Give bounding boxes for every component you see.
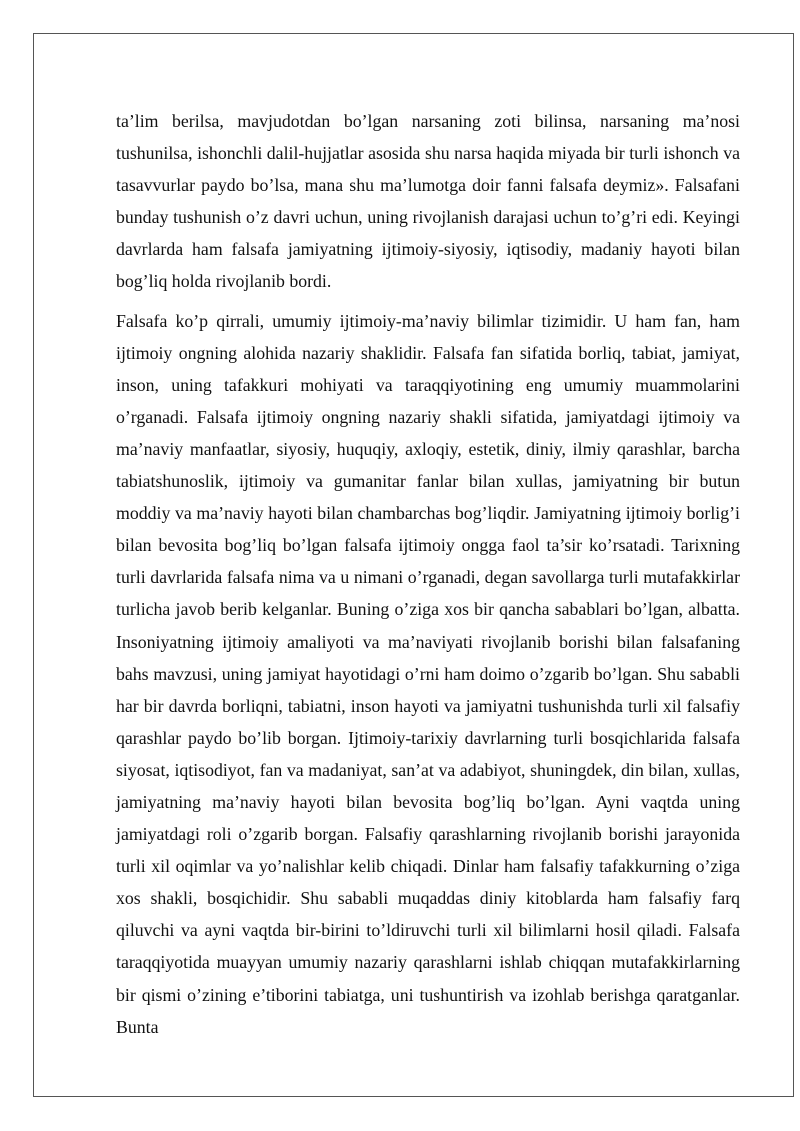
page-text-body (116, 105, 740, 1043)
document-page (33, 33, 794, 1097)
paragraph-2: Falsafa ko’p qirrali, umumiy ijtimoiy-ma’naviy bilimlar tizimidir. U ham fan, ham ijtimoiy ongning alohida nazariy shaklidir. Falsafa fan sifatida borliq, tabiat, jamiyat, inson, uning tafakkuri mohiyati va taraqqiyotining eng umumiy muammolarini o’rganadi. Falsafa ijtimoiy ongning nazariy shakli sifatida, jamiyatdagi ijtimoiy va ma’naviy manfaatlar, siyosiy, huquqiy, axloqiy, estetik, diniy, ilmiy qarashlar, barcha tabiatshunoslik, ijtimoiy va gumanitar fanlar bilan xullas, jamiyatning bir butun moddiy va ma’naviy hayoti bilan chambarchas bog’liqdir. Jamiyatning ijtimoiy borlig’i bilan bevosita bog’liq bo’lgan falsafa ijtimoiy ongga faol ta’sir ko’rsatadi. Tarixning turli davrlarida falsafa nima va u nimani o’rganadi, degan savollarga turli mutafakkirlar turlicha javob berib kelganlar. Buning o’ziga xos bir qancha sabablari bo’lgan, albatta. Insoniyatning ijtimoiy amaliyoti va ma’naviyati rivojlanib borishi bilan falsafaning bahs mavzusi, uning jamiyat hayotidagi o’rni ham doimo o’zgarib bo’lgan. Shu sababli har bir davrda borliqni, tabiatni, inson hayoti va jamiyatni tushunishda turli xil falsafiy qarashlar paydo bo’lib borgan. Ijtimoiy-tarixiy davrlarning turli bosqichlarida falsafa siyosat, iqtisodiyot, fan va madaniyat, san’at va adabiyot, shuningdek, din bilan, xullas, jamiyatning ma’naviy hayoti bilan bevosita bog’liq bo’lgan. Ayni vaqtda uning jamiyatdagi roli o’zgarib borgan. Falsafiy qarashlarning rivojlanib borishi jarayonida turli xil oqimlar va yo’nalishlar kelib chiqadi. Dinlar ham falsafiy tafakkurning o’ziga xos shakli, bosqichidir. Shu sababli muqaddas diniy kitoblarda ham falsafiy farq qiluvchi va ayni vaqtda bir-birini to’ldiruvchi turli xil bilimlarni hosil qiladi. Falsafa taraqqiyotida muayyan umumiy nazariy qarashlarni ishlab chiqqan mutafakkirlarning bir qismi o’zining e’tiborini tabiatga, uni tushuntirish va izohlab berishga qaratganlar. Bunta (116, 310, 740, 1037)
paragraph-1: ta’lim berilsa, mavjudotdan bo’lgan narsaning zoti bilinsa, narsaning ma’nosi tushunilsa, ishonchli dalil-hujjatlar asosida shu narsa haqida miyada bir turli ishonch va tasavvurlar paydo bo’lsa, mana shu ma’lumotga doir fanni falsafa deymiz». Falsafani bunday tushunish o’z davri uchun, uning rivojlanish darajasi uchun to’g’ri edi. Keyingi davrlarda ham falsafa jamiyatning ijtimoiy-siyosiy, iqtisodiy, madaniy hayoti bilan bog’liq holda rivojlanib bordi. (116, 111, 740, 292)
